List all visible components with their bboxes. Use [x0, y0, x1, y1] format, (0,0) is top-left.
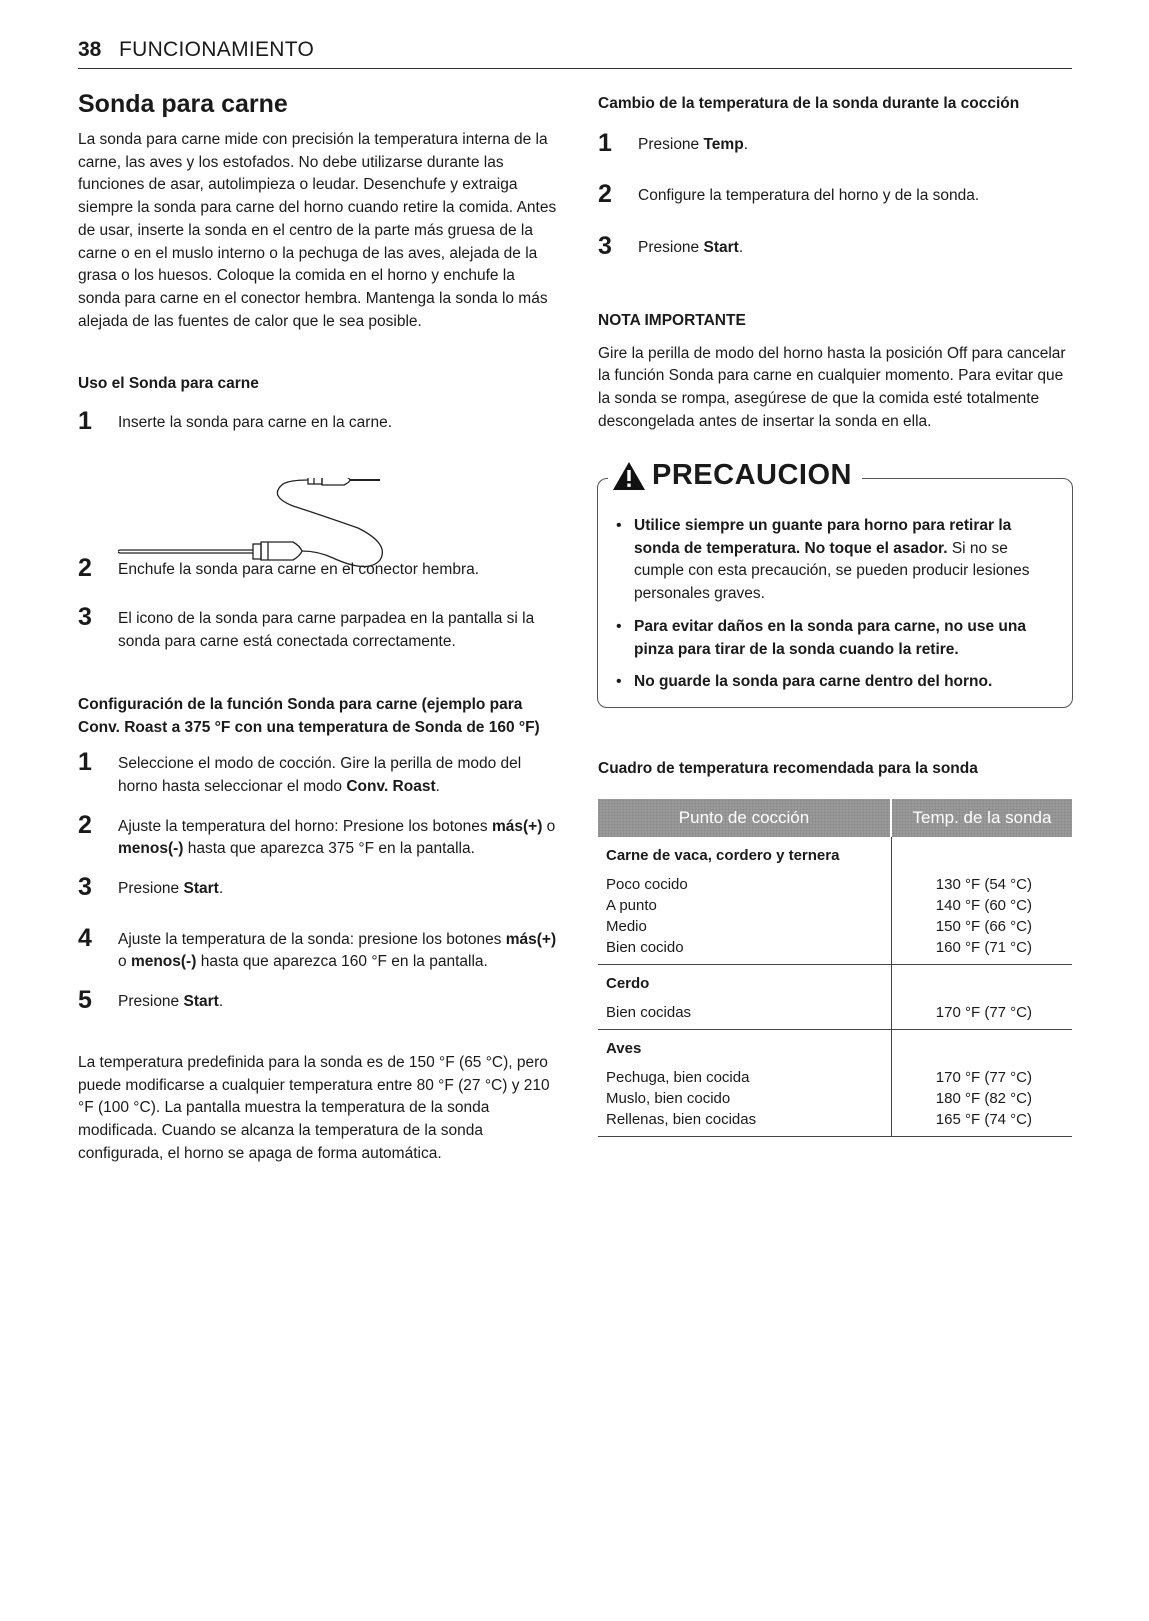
row-temp: 130 °F (54 °C)	[935, 875, 1032, 893]
right-column	[598, 93, 1073, 433]
intro-paragraph: La sonda para carne mide con precisión la temperatura interna de la carne, las aves y los estofados. No debe utilizarse durante las funciones de asar, autolimpieza o leudar. Desenchufe y extraiga siempre la sonda para carne del horno cuando retire la comida. Antes de usar, inserte la sonda en el centro de la parte más gruesa de la carne o en el muslo interno o la pechuga de las aves, alejada de la grasa o los huesos. Coloque la comida en el horno y enchufe la sonda para carne en el conector hembra. Mantenga la sonda lo más alejada de las fuentes de calor que le sea posible.	[78, 131, 557, 330]
step-number: 2	[78, 810, 92, 839]
column-header: Temp. de la sonda	[891, 799, 1072, 837]
step-text: Presione	[118, 993, 184, 1011]
temp-cell	[891, 1029, 1072, 1136]
step-text: .	[218, 993, 224, 1011]
uso-step-3	[78, 603, 558, 653]
row-label: A punto	[606, 896, 657, 914]
row-label: Medio	[606, 917, 647, 935]
closing-paragraph: La temperatura predefinida para la sonda es de 150 °F (65 °C), pero puede modificarse a cualquier temperatura entre 80 °F (27 °C) y 210 °F (100 °C). La pantalla muestra la temperatura de la sonda modificada. Cuando se alcanza la temperatura de la sonda configurada, el horno se apaga de forma automática.	[78, 1053, 550, 1162]
column-header: Punto de cocción	[598, 799, 891, 837]
step-text: Ajuste la temperatura del horno: Presione los botones	[118, 817, 492, 835]
nota-paragraph: Gire la perilla de modo del horno hasta la posición Off para cancelar la función Sonda para carne en cualquier momento. Para evitar que la sonda se rompa, asegúrese de que la comida esté totalmente descongelada antes de insertar la sonda en ella.	[598, 344, 1066, 430]
caution-bold: No guarde la sonda para carne dentro del horno.	[634, 673, 993, 691]
step-text: hasta que aparezca 375 °F en la pantalla.	[183, 840, 475, 858]
meat-probe-illustration	[118, 478, 408, 574]
caution-item	[614, 515, 1054, 606]
step-bold: Start	[183, 993, 219, 1011]
step-number: 1	[78, 748, 92, 777]
row-temp: 165 °F (74 °C)	[935, 1110, 1032, 1128]
table-row-group	[598, 964, 1072, 1029]
row-label: Bien cocidas	[606, 1003, 692, 1021]
step-text: Inserte la sonda para carne en la carne.	[118, 414, 393, 432]
row-label: Pechuga, bien cocida	[606, 1068, 750, 1086]
step-bold: Start	[183, 880, 219, 898]
step-number: 3	[78, 873, 92, 902]
config-step-5	[78, 986, 558, 1015]
caution-title	[608, 459, 862, 492]
row-temp: 170 °F (77 °C)	[935, 1068, 1032, 1086]
cambio-step-3	[598, 232, 1073, 261]
table-row-group	[598, 1029, 1072, 1136]
step-text: .	[743, 135, 748, 153]
page-header	[78, 36, 1072, 69]
step-number: 2	[78, 553, 92, 582]
group-cell	[598, 837, 891, 965]
config-heading: Configuración de la función Sonda para carne (ejemplo para Conv. Roast a 375 °F con una temperatura de Sonda de 160 °F)	[78, 695, 540, 736]
step-number: 5	[78, 986, 92, 1015]
step-bold: más(+)	[491, 817, 543, 835]
caution-bold: Para evitar daños en la sonda para carne, no use una pinza para tirar de la sonda cuando la retire.	[634, 617, 1026, 658]
group-name: Aves	[606, 1039, 642, 1057]
temp-cell	[891, 964, 1072, 1029]
config-step-1	[78, 748, 558, 798]
step-bold: Temp	[703, 135, 744, 153]
caution-box	[597, 459, 1073, 708]
step-number: 1	[598, 128, 612, 157]
row-temp: 150 °F (66 °C)	[935, 917, 1032, 935]
step-bold: Start	[703, 239, 739, 257]
row-temp: 180 °F (82 °C)	[935, 1089, 1032, 1107]
nota-heading: NOTA IMPORTANTE	[598, 311, 746, 329]
spacer	[892, 965, 1033, 1002]
caution-text: Si no se cumple con esta precaución, se pueden producir lesiones personales graves.	[634, 539, 1030, 603]
table-row-group	[598, 837, 1072, 965]
group-name: Cerdo	[606, 974, 650, 992]
temp-cell	[891, 837, 1072, 965]
step-text: .	[218, 880, 224, 898]
caution-item	[614, 671, 1054, 694]
page-number: 38	[78, 38, 102, 61]
step-text: Presione	[638, 135, 704, 153]
warning-triangle-icon	[612, 461, 646, 491]
step-number: 1	[78, 407, 92, 436]
step-number: 3	[78, 603, 92, 632]
spacer	[892, 1030, 1033, 1067]
step-text: o	[542, 817, 556, 835]
step-text: Seleccione el modo de cocción. Gire la perilla de modo del horno hasta seleccionar el modo	[118, 755, 522, 795]
temperature-table	[598, 799, 1072, 1137]
table-heading: Cuadro de temperatura recomendada para la sonda	[598, 760, 978, 777]
step-text: Presione	[118, 880, 184, 898]
left-column	[78, 90, 558, 1165]
config-step-4	[78, 923, 558, 974]
row-label: Rellenas, bien cocidas	[606, 1110, 757, 1128]
step-text: Configure la temperatura del horno y de la sonda.	[638, 187, 980, 205]
uso-heading: Uso el Sonda para carne	[78, 375, 259, 393]
step-text: hasta que aparezca 160 °F en la pantalla.	[196, 953, 488, 971]
step-text: Presione	[638, 239, 704, 257]
cambio-step-1	[598, 128, 1073, 157]
step-text: Ajuste la temperatura de la sonda: presione los botones	[118, 930, 506, 948]
step-text: Enchufe la sonda para carne en el conector hembra.	[118, 560, 480, 578]
config-step-3	[78, 873, 558, 902]
step-text: .	[738, 239, 744, 257]
row-label: Bien cocido	[606, 938, 684, 956]
group-cell	[598, 964, 891, 1029]
row-temp: 170 °F (77 °C)	[935, 1003, 1032, 1021]
page-title: Sonda para carne	[78, 90, 288, 118]
step-text: El icono de la sonda para carne parpadea en la pantalla si la sonda para carne está conectada correctamente.	[118, 610, 535, 651]
caution-bold: Utilice siempre un guante para horno para retirar la sonda de temperatura. No toque el asador.	[634, 517, 1012, 557]
row-label: Poco cocido	[606, 875, 688, 893]
caution-title-text: PRECAUCION	[652, 459, 852, 491]
caution-list	[614, 515, 1054, 704]
step-number: 2	[598, 180, 612, 209]
row-temp: 140 °F (60 °C)	[935, 896, 1032, 914]
row-temp: 160 °F (71 °C)	[935, 938, 1032, 956]
row-label: Muslo, bien cocido	[606, 1089, 731, 1107]
group-cell	[598, 1029, 891, 1136]
uso-step-1	[78, 407, 558, 436]
step-bold: menos(-)	[118, 840, 184, 858]
config-step-2	[78, 810, 558, 861]
step-text: .	[435, 777, 440, 795]
cambio-heading: Cambio de la temperatura de la sonda durante la cocción	[598, 95, 1020, 112]
step-text: o	[118, 953, 131, 971]
group-name: Carne de vaca, cordero y ternera	[606, 846, 840, 864]
cambio-step-2	[598, 180, 1073, 209]
caution-item	[614, 616, 1054, 661]
step-number: 3	[598, 232, 612, 261]
spacer	[892, 837, 1033, 874]
step-bold: Conv. Roast	[346, 777, 436, 795]
step-number: 4	[78, 923, 92, 952]
step-bold: menos(-)	[130, 953, 197, 971]
step-bold: más(+)	[505, 930, 557, 948]
temperature-chart-section	[598, 758, 1072, 1137]
section-title: FUNCIONAMIENTO	[119, 38, 315, 61]
